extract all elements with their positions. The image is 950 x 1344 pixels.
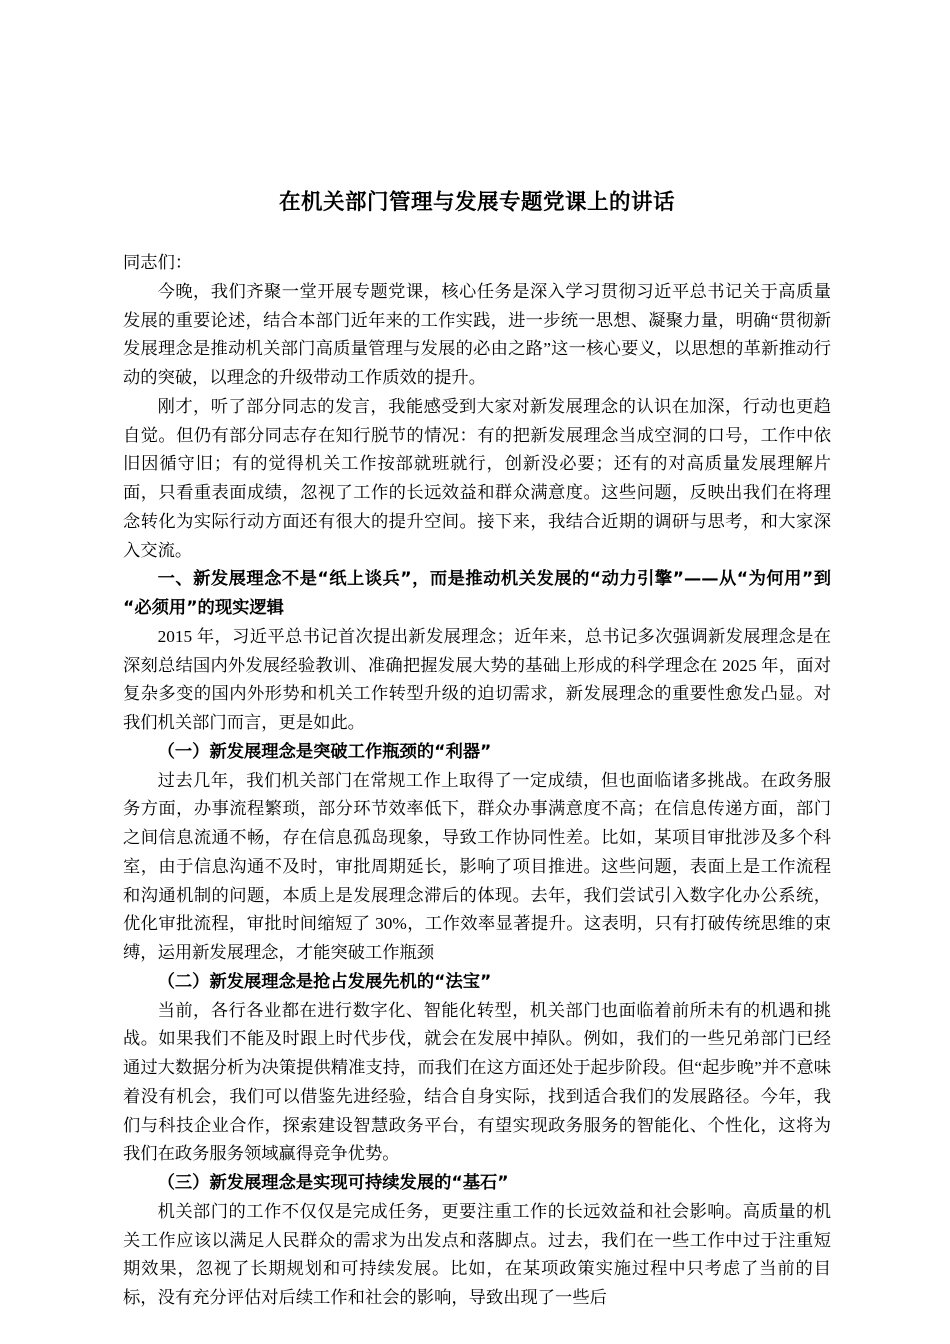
subsection-heading-1-3: （三）新发展理念是实现可持续发展的“基石”	[157, 1173, 509, 1193]
paragraph-opening: 今晚，我们齐聚一堂开展专题党课，核心任务是深入学习贯彻习近平总书记关于高质量发展的重要论述，结合本部门近年来的工作实践，进一步统一思想、凝聚力量，明确“贯彻新发展理念是推动机关部门高质量管理与发展的必由之路”这一核心要义，以思想的革新推动行动的突破，以理念的升级带动工作质效的提升。	[123, 281, 831, 387]
paragraph-seizing-opportunities: 当前，各行各业都在进行数字化、智能化转型，机关部门也面临着前所未有的机遇和挑战。如果我们不能及时跟上时代步伐，就会在发展中掉队。例如，我们的一些兄弟部门已经通过大数据分析为决策提供精准支持，而我们在这方面还处于起步阶段。但“起步晚”并不意味着没有机会，我们可以借鉴先进经验，结合自身实际，找到适合我们的发展路径。今年，我们与科技企业合作，探索建设智慧政务平台，有望实现政务服务的智能化、个性化，这将为我们在政务服务领域赢得竞争优势。	[123, 1000, 831, 1164]
paragraph-concept-background: 2015 年，习近平总书记首次提出新发展理念；近年来，总书记多次强调新发展理念是在深刻总结国内外发展经验教训、准确把握发展大势的基础上形成的科学理念在 2025 年，面对复杂多变的国内外形势和机关工作转型升级的迫切需求，新发展理念的重要性愈发凸显。对我们机关部门而言，更是如此。	[123, 626, 831, 732]
paragraph-sustainable-development: 机关部门的工作不仅仅是完成任务，更要注重工作的长远效益和社会影响。高质量的机关工作应该以满足人民群众的需求为出发点和落脚点。过去，我们在一些工作中过于注重短期效果，忽视了长期规划和可持续发展。比如，在某项政策实施过程中只考虑了当前的目标，没有充分评估对后续工作和社会的影响，导致出现了一些后	[123, 1201, 831, 1307]
section-heading-1: 一、新发展理念不是“纸上谈兵”，而是推动机关发展的“动力引擎”——从“为何用”到“必须用”的现实逻辑	[123, 569, 831, 618]
subsection-heading-1-1: （一）新发展理念是突破工作瓶颈的“利器”	[157, 741, 492, 762]
salutation: 同志们：	[123, 253, 193, 272]
document-content	[123, 188, 831, 1313]
subsection-heading-1-2: （二）新发展理念是抢占发展先机的“法宝”	[157, 971, 492, 992]
document-title: 在机关部门管理与发展专题党课上的讲话	[278, 190, 675, 215]
paragraph-breaking-bottlenecks: 过去几年，我们机关部门在常规工作上取得了一定成绩，但也面临诸多挑战。在政务服务方面，办事流程繁琐，部分环节效率低下，群众办事满意度不高；在信息传递方面，部门之间信息流通不畅，存在信息孤岛现象，导致工作协同性差。比如，某项目审批涉及多个科室，由于信息沟通不及时，审批周期延长，影响了项目推进。这些问题，表面上是工作流程和沟通机制的问题，本质上是发展理念滞后的体现。去年，我们尝试引入数字化办公系统，优化审批流程，审批时间缩短了 30%，工作效率显著提升。这表明，只有打破传统思维的束缚，运用新发展理念，才能突破工作瓶颈	[123, 770, 831, 962]
paragraph-current-problems: 刚才，听了部分同志的发言，我能感受到大家对新发展理念的认识在加深，行动也更趋自觉。但仍有部分同志存在知行脱节的情况：有的把新发展理念当成空洞的口号，工作中依旧因循守旧；有的觉得机关工作按部就班就行，创新没必要；还有的对高质量发展理解片面，只看重表面成绩，忽视了工作的长远效益和群众满意度。这些问题，反映出我们在将理念转化为实际行动方面还有很大的提升空间。接下来，我结合近期的调研与思考，和大家深入交流。	[123, 396, 831, 560]
